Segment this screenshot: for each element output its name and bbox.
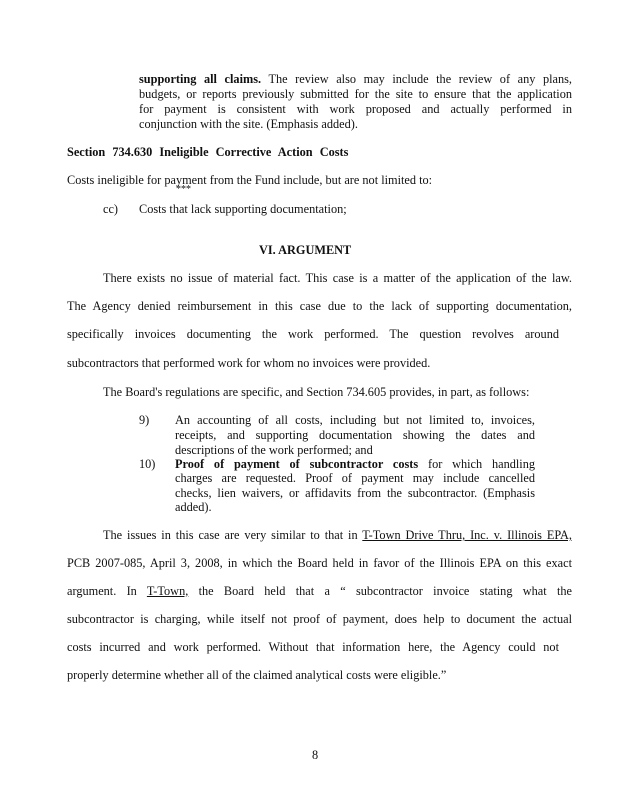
quote-line-2: budgets, or reports previously submitted for the site to ensure that the application xyxy=(139,87,572,101)
item-cc-text: Costs that lack supporting documentation; xyxy=(139,202,347,216)
para3-line-6: properly determine whether all of the claimed analytical costs were eligible.” xyxy=(67,668,447,682)
para1-line-1: There exists no issue of material fact. This case is a matter of the application of the law. xyxy=(103,271,572,285)
item-cc-label: cc) xyxy=(103,202,119,216)
quote-line-3: for payment is consistent with work proposed and actually performed in xyxy=(139,102,572,116)
item-10-label: 10) xyxy=(139,457,156,471)
item-10-line-3: checks, lien waivers, or affidavits from the subcontractor. (Emphasis xyxy=(175,486,535,500)
para3-line-3 xyxy=(67,584,572,599)
item-10-line-1 xyxy=(175,457,535,472)
quote-lead-rest: The review also may include the review of any plans, xyxy=(261,72,572,86)
para3-line-4: subcontractor is charging, while itself not proof of payment, does help to document the actual xyxy=(67,612,572,626)
para3-line-3-start: argument. In xyxy=(67,584,147,598)
item-9-line-2: receipts, and supporting documentation showing the dates and xyxy=(175,428,535,442)
section-heading: Section 734.630 Ineligible Corrective Action Costs xyxy=(67,145,349,159)
item-9-line-3: descriptions of the work performed; and xyxy=(175,443,373,457)
item-10-bold: Proof of payment of subcontractor costs xyxy=(175,457,419,471)
page-number: 8 xyxy=(312,748,319,762)
section-intro: Costs ineligible for payment from the Fund include, but are not limited to: xyxy=(67,173,433,187)
case-citation: T-Town Drive Thru, Inc. v. Illinois EPA, xyxy=(362,528,572,542)
item-10-line-1-rest: for which handling xyxy=(418,457,535,471)
quote-line-4: conjunction with the site. (Emphasis added). xyxy=(139,117,358,131)
para3-line-5: costs incurred and work performed. Without that information here, the Agency could not xyxy=(67,640,559,654)
para1-line-3: specifically invoices documenting the work performed. The question revolves around xyxy=(67,327,559,341)
para1-line-2: The Agency denied reimbursement in this case due to the lack of supporting documentation, xyxy=(67,299,572,313)
para3-line-3-rest: the Board held that a “ subcontractor invoice stating what the xyxy=(188,584,572,598)
item-10-line-2: charges are requested. Proof of payment may include cancelled xyxy=(175,471,535,485)
quote-line-1 xyxy=(139,72,572,87)
case-short-citation: T-Town, xyxy=(146,584,189,598)
quote-lead-bold: supporting all claims. xyxy=(139,72,262,86)
item-9-label: 9) xyxy=(139,413,150,427)
argument-heading: VI. ARGUMENT xyxy=(259,243,352,257)
para2: The Board's regulations are specific, and Section 734.605 provides, in part, as follows: xyxy=(103,385,530,399)
para3-line-2: PCB 2007-085, April 3, 2008, in which the Board held in favor of the Illinois EPA on this exact xyxy=(67,556,572,570)
para3-line-1 xyxy=(103,528,572,543)
item-10-line-4: added). xyxy=(175,500,212,514)
item-9-line-1: An accounting of all costs, including but not limited to, invoices, xyxy=(175,413,535,427)
para3-line-1-start: The issues in this case are very similar to that in xyxy=(103,528,363,542)
asterisks: *** xyxy=(176,184,191,195)
para1-line-4: subcontractors that performed work for whom no invoices were provided. xyxy=(67,356,431,370)
